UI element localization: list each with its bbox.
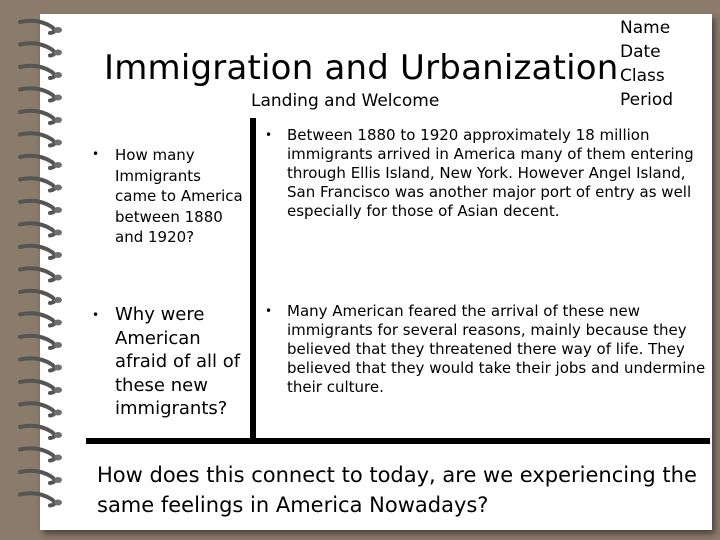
binding-hole — [54, 95, 62, 101]
spiral-ring — [20, 88, 55, 100]
binding-hole — [54, 432, 62, 438]
binding-hole — [54, 410, 62, 416]
spiral-ring — [20, 66, 55, 78]
spiral-ring — [20, 381, 55, 393]
spiral-ring — [20, 133, 55, 145]
spiral-ring — [20, 111, 55, 123]
class-label: Class — [620, 66, 665, 86]
binding-hole — [54, 207, 62, 213]
period-label: Period — [620, 90, 674, 110]
spiral-ring — [20, 493, 55, 505]
spiral-ring — [20, 201, 55, 213]
binding-hole — [54, 162, 62, 168]
binding-hole — [54, 117, 62, 123]
spiral-ring — [20, 448, 55, 460]
answer-immigrant-count: Between 1880 to 1920 approximately 18 million immigrants arrived in America many of them entering through Ellis Island, New York. However Angel Island, San Francisco was another major port of entry as well especially for those of Asian decent. — [287, 126, 694, 220]
horizontal-divider — [86, 438, 710, 444]
name-label: Name — [620, 18, 671, 38]
spiral-ring — [20, 313, 55, 325]
spiral-ring — [20, 21, 55, 33]
spiral-ring — [20, 291, 55, 303]
slide-title: Immigration and Urbanization — [104, 48, 619, 88]
binding-hole — [54, 455, 62, 461]
vertical-divider — [250, 118, 256, 440]
spiral-ring — [20, 403, 55, 415]
slide-subtitle: Landing and Welcome — [251, 91, 440, 111]
binding-hole — [54, 50, 62, 56]
binding-hole — [54, 342, 62, 348]
binding-hole — [54, 387, 62, 393]
spiral-ring — [20, 471, 55, 483]
spiral-binding — [0, 0, 90, 540]
binding-hole — [54, 320, 62, 326]
spiral-ring — [20, 426, 55, 438]
bullet-icon: • — [265, 304, 273, 318]
spiral-ring — [20, 156, 55, 168]
binding-hole — [54, 365, 62, 371]
student-info-block — [620, 16, 673, 112]
spiral-ring — [20, 43, 55, 55]
binding-hole — [54, 477, 62, 483]
answer-fear-reason: Many American feared the arrival of these new immigrants for several reasons, mainly because they believed that they threatened there way of life. They believed that they would take their jobs and undermine their culture. — [287, 302, 706, 396]
spiral-ring — [20, 178, 55, 190]
spiral-ring — [20, 336, 55, 348]
binding-hole — [54, 275, 62, 281]
spiral-ring — [20, 223, 55, 235]
closing-question: How does this connect to today, are we experiencing the same feelings in America Nowadays? — [97, 463, 697, 517]
date-label: Date — [620, 42, 661, 62]
question-fear-reason: Why were American afraid of all of these new immigrants? — [115, 304, 241, 419]
question-immigrant-count: How many Immigrants came to America between 1880 and 1920? — [115, 146, 243, 246]
binding-hole — [54, 500, 62, 506]
bullet-icon: • — [265, 128, 273, 142]
binding-hole — [54, 140, 62, 146]
binding-hole — [54, 230, 62, 236]
bullet-icon: • — [92, 308, 100, 322]
bullet-icon: • — [92, 147, 100, 161]
spiral-ring — [20, 246, 55, 258]
spiral-ring — [20, 358, 55, 370]
spiral-ring — [20, 268, 55, 280]
binding-hole — [54, 252, 62, 258]
binding-hole — [54, 72, 62, 78]
binding-hole — [54, 185, 62, 191]
binding-hole — [54, 297, 62, 303]
binding-hole — [54, 27, 62, 33]
